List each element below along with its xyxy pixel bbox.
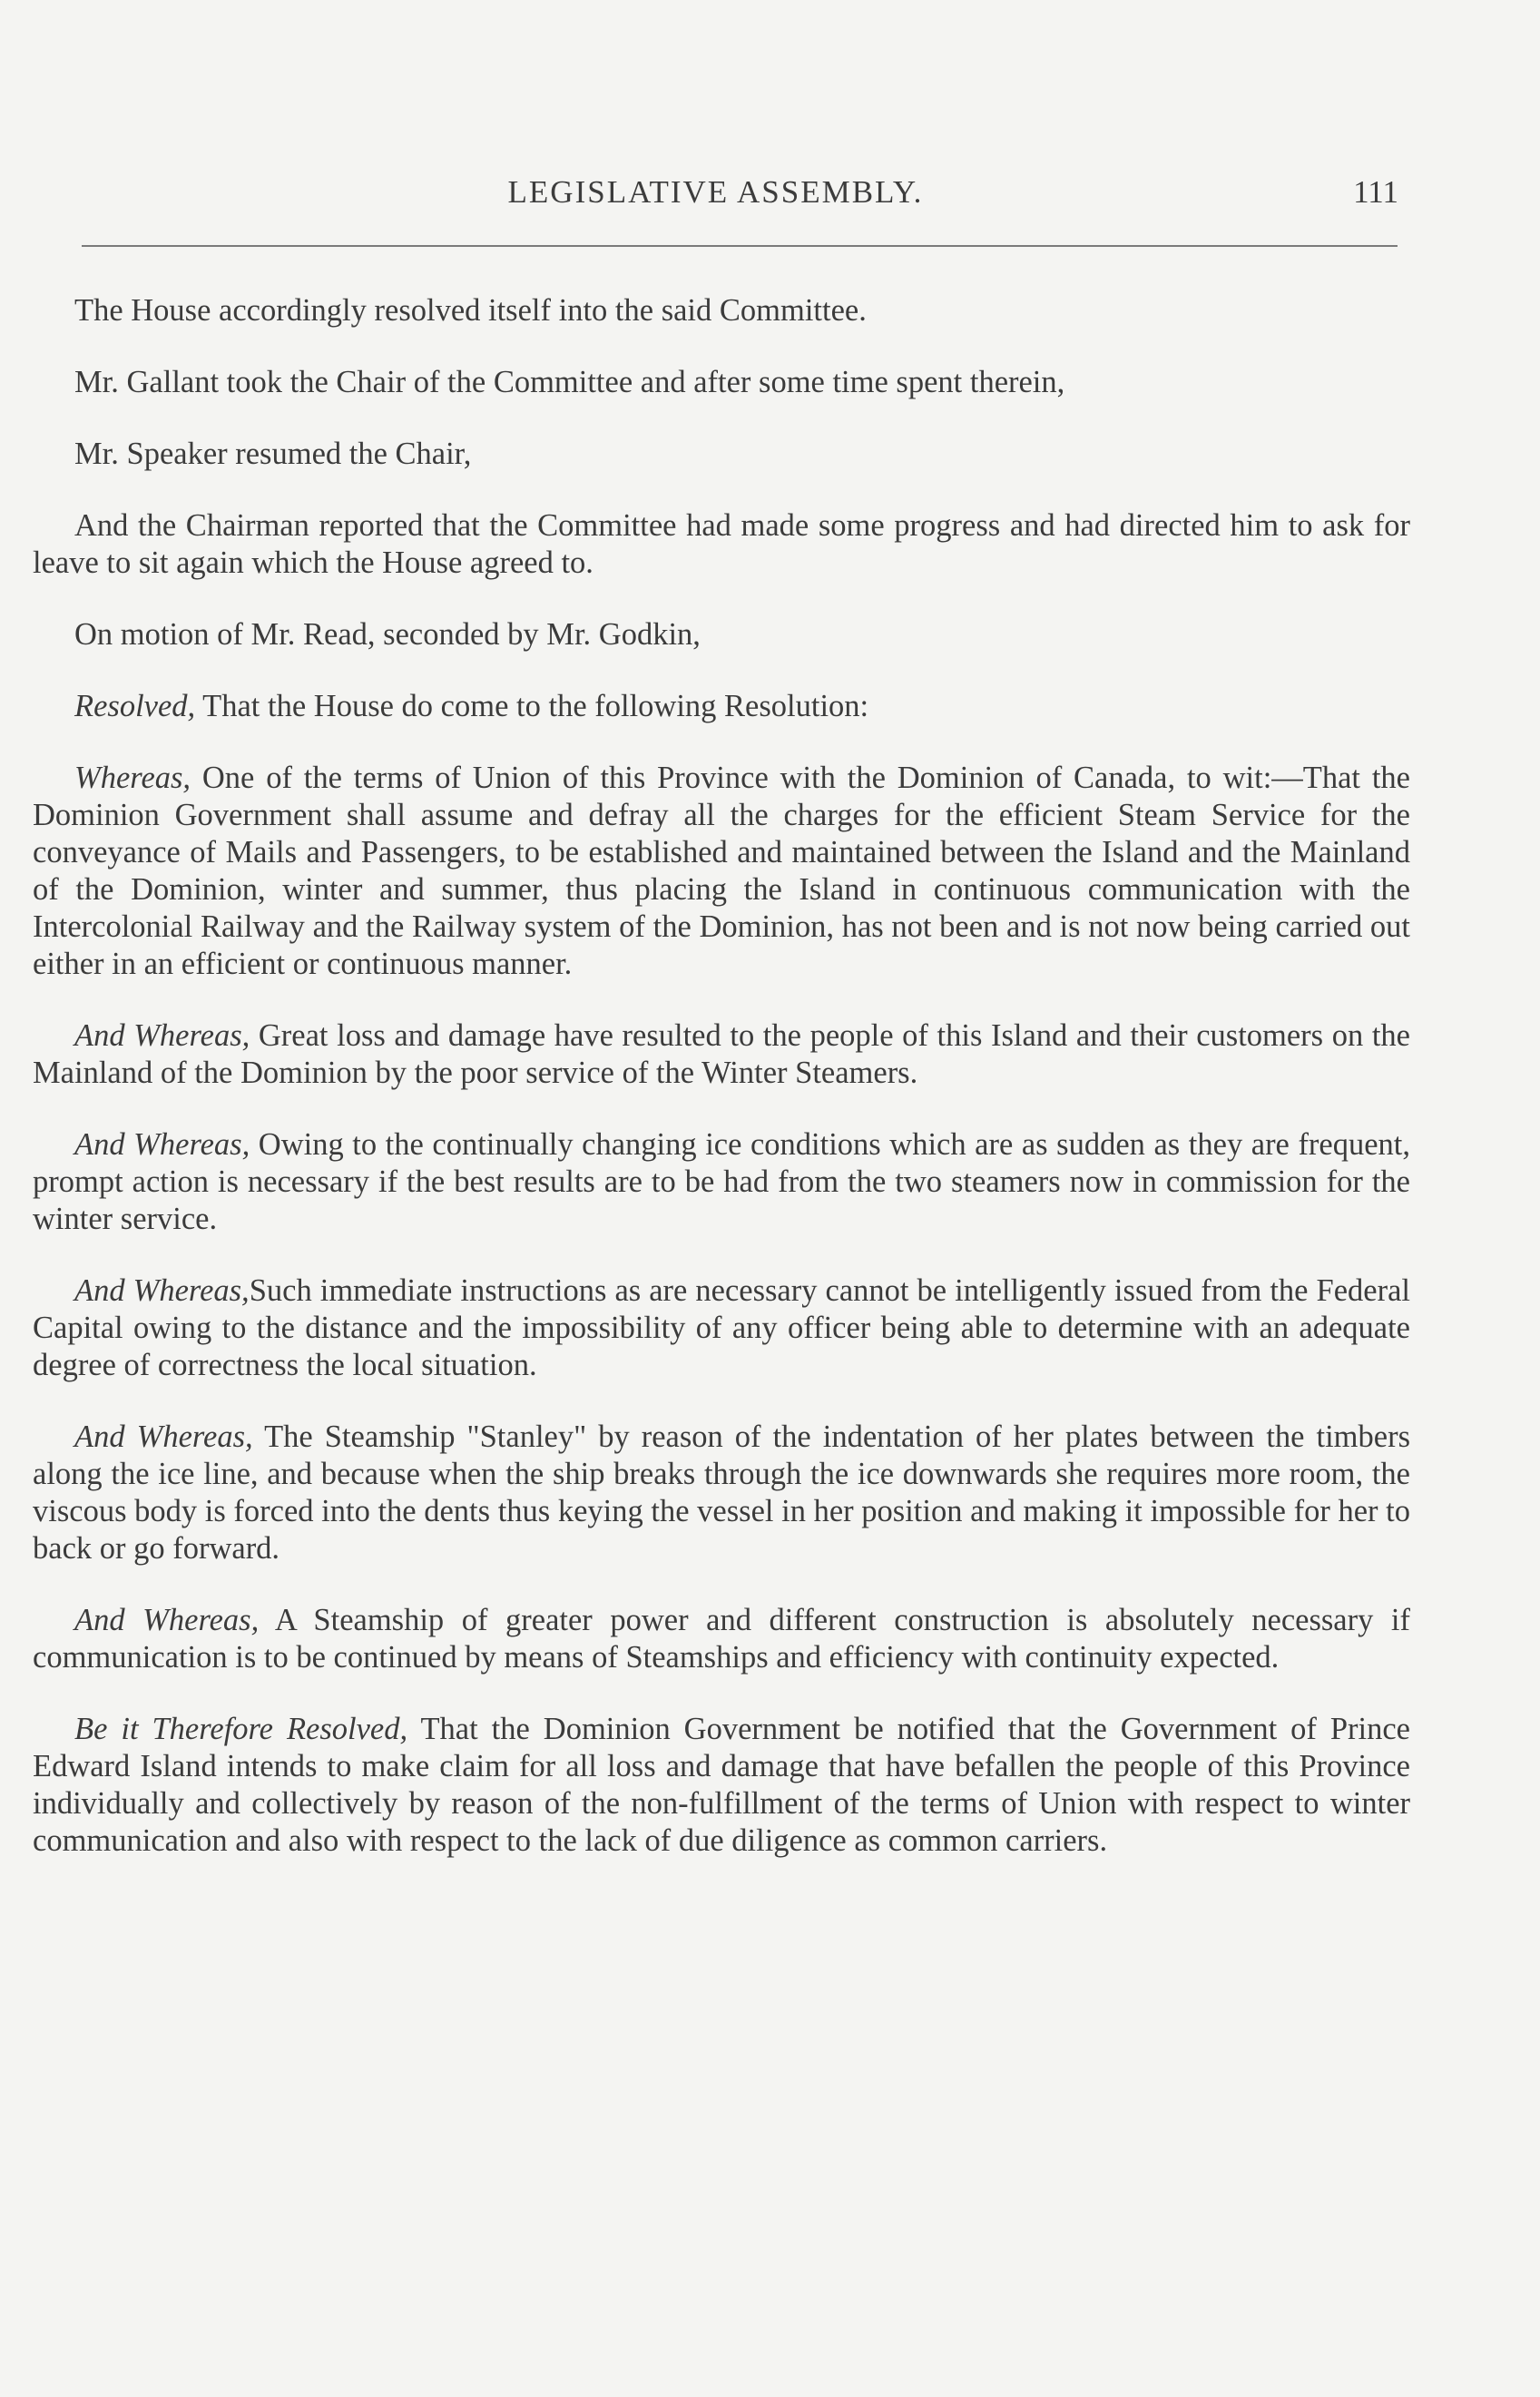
body-text [33, 292, 1410, 1894]
therefore-resolved-lead: Be it Therefore Resolved, [74, 1712, 408, 1746]
page-header [33, 174, 1398, 229]
paragraph-whereas-greater-power: And Whereas, A Steamship of greater power and different construction is absolutely necessary if communication is to be continued by means of Steamships and efficiency with continuity expected. [33, 1603, 1410, 1675]
paragraph-motion: On motion of Mr. Read, seconded by Mr. Godkin, [74, 617, 701, 652]
paragraph-whereas-loss-damage: And Whereas, Great loss and damage have resulted to the people of this Island and their customers on the Mainland of the Dominion by the poor service of the Winter Steamers. [33, 1018, 1410, 1090]
paragraph-therefore-resolved: Be it Therefore Resolved, That the Dominion Government be notified that the Government of Prince Edward Island intends to make claim for all loss and damage that have befallen the people of this Province individually and collectively by reason of the non-fulfillment of the terms of Union with respect to winter communication and also with respect to the lack of due diligence as common carriers. [33, 1712, 1410, 1858]
whereas-lead: And Whereas, [74, 1603, 260, 1637]
whereas-lead: Whereas, [74, 761, 191, 795]
paragraph-whereas-ice-conditions: And Whereas, Owing to the continually changing ice conditions which are as sudden as they are frequent, prompt action is necessary if the best results are to be had from the two steamers now in commission for the winter service. [33, 1127, 1411, 1236]
whereas-lead: And Whereas, [74, 1018, 250, 1053]
resolved-lead: Resolved, [74, 689, 196, 723]
whereas-lead: And Whereas, [74, 1273, 250, 1308]
page-number: 111 [1353, 174, 1398, 210]
paragraph-whereas-terms-of-union: Whereas, One of the terms of Union of this Province with the Dominion of Canada, to wit:—That the Dominion Government shall assume and defray all the charges for the efficient Steam Service for the conveyance of Mails and Passengers, to be established and maintained between the Island and the Mainland of the Dominion, winter and summer, thus placing the Island in continuous communication with the Intercolonial Railway and the Railway system of the Dominion, has not been and is not now being carried out either in an efficient or continuous manner. [33, 761, 1410, 981]
whereas-lead: And Whereas, [74, 1420, 253, 1454]
paragraph-speaker-resumed: Mr. Speaker resumed the Chair, [74, 437, 472, 471]
paragraph-committee-resolved: The House accordingly resolved itself into the said Committee. [74, 293, 867, 328]
whereas-lead: And Whereas, [74, 1127, 250, 1162]
paragraph-whereas-stanley: And Whereas, The Steamship "Stanley" by reason of the indentation of her plates between the timbers along the ice line, and because when the ship breaks through the ice downwards she requires more room, the viscous body is forced into the dents thus keying the vessel in her position and making it impossible for her to back or go forward. [33, 1420, 1410, 1566]
header-rule [82, 245, 1398, 247]
paragraph-chairman-report: And the Chairman reported that the Committee had made some progress and had directed him to ask for leave to sit again which the House agreed to. [33, 508, 1410, 580]
running-title: LEGISLATIVE ASSEMBLY. [507, 174, 924, 210]
paragraph-resolved: Resolved, That the House do come to the following Resolution: [74, 689, 869, 723]
paragraph-whereas-instructions: And Whereas,Such immediate instructions as are necessary cannot be intelligently issued from the Federal Capital owing to the distance and the impossibility of any officer being able to determine with an adequate degree of correctness the local situation. [33, 1273, 1410, 1382]
paragraph-chair-taken: Mr. Gallant took the Chair of the Committee and after some time spent therein, [74, 365, 1065, 399]
